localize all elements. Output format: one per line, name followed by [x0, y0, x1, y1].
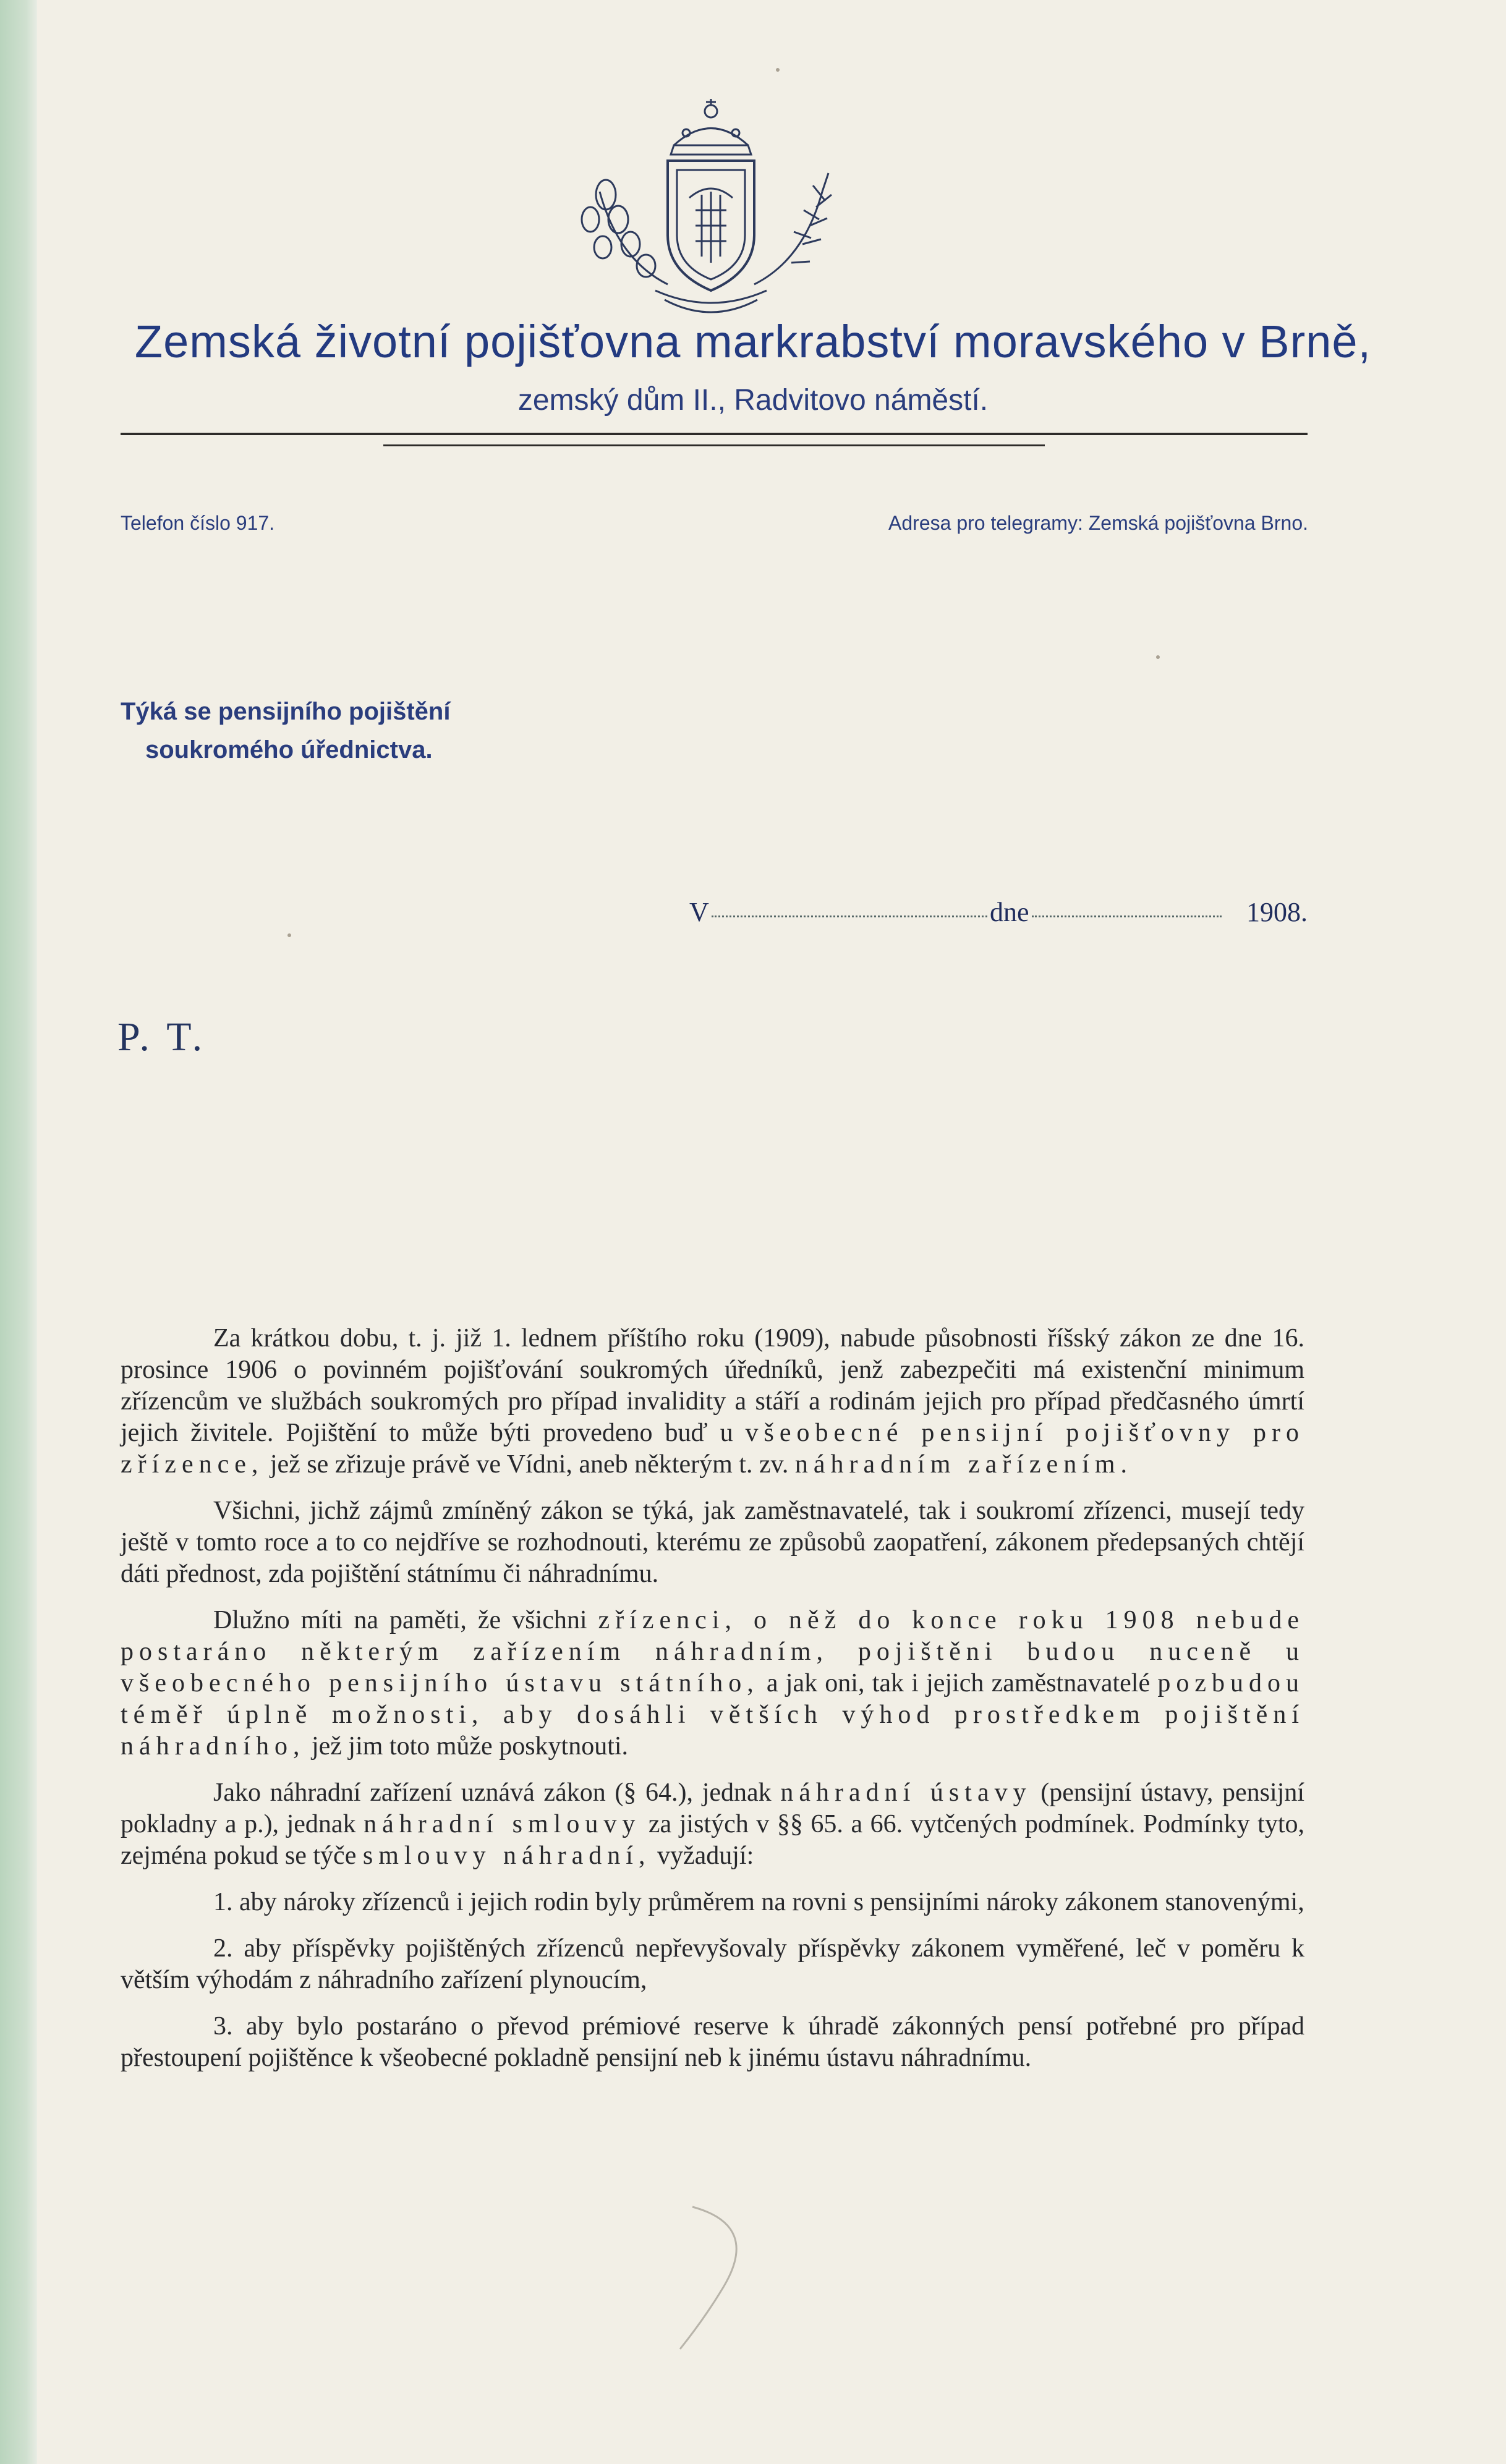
- dateline: [689, 896, 1308, 928]
- body-text-run: vyžadují:: [650, 1842, 754, 1870]
- spaced-emphasis-text: náhradní smlouvy: [364, 1810, 641, 1838]
- body-text-run: Dlužno míti na paměti, že všichni: [213, 1606, 598, 1634]
- institution-name: Zemská životní pojišťovna markrabství moravského v Brně,: [134, 316, 1372, 367]
- letter-body: [121, 1323, 1304, 2089]
- pencil-mark: [668, 2201, 760, 2355]
- body-text-run: Jako náhradní zařízení uznává zákon (§ 64.), jednak: [213, 1778, 781, 1807]
- salutation: P. T.: [117, 1014, 206, 1060]
- body-text-run: Všichni, jichž zájmů zmíněný zákon se týká, jak zaměstnavatelé, tak i soukromí zřízenci, musejí tedy ještě v tomto roce a to co nejdříve se rozhodnouti, kterému ze způsobů zaopatření, zákonem předepsaných chtějí dáti přednost, zda pojištění státnímu či náhradnímu.: [121, 1497, 1304, 1588]
- condition-item-3: 3. aby bylo postaráno o převod prémiové reserve k úhradě zákonných pensí potřebné pro případ přestoupení pojištěnce k všeobecné pokladně pensijní neb k jinému ústavu náhradnímu.: [121, 2012, 1304, 2072]
- paragraph-2: [121, 1495, 1304, 1590]
- condition-item-1: 1. aby nároky zřízenců i jejich rodin byly průměrem na rovni s pensijními nároky zákonem stanovenými,: [213, 1888, 1304, 1916]
- paper-speck: [1156, 655, 1160, 659]
- paper-speck: [287, 933, 291, 937]
- body-text-run: a jak oni, tak i jejich zaměstnavatelé: [759, 1669, 1158, 1697]
- header-rule: [121, 433, 1308, 435]
- subject-block: [121, 692, 450, 769]
- telephone-number: Telefon číslo 917.: [121, 512, 275, 534]
- header-rule-short: [383, 444, 1045, 446]
- spaced-emphasis-text: smlouvy náhradní,: [362, 1842, 651, 1870]
- spaced-emphasis-text: náhradní ústavy: [780, 1778, 1032, 1807]
- page-edge-strip: [0, 0, 37, 2464]
- spaced-emphasis-text: zřízenci, o něž do konce roku 1908 nebude postaráno některým zařízením náhradním, pojištěni budou nuceně u všeobecného pensijního ústavu státního,: [121, 1606, 1304, 1697]
- body-text-run: za jistých v §§ 65. a 66. vytčených podmínek. Podmínky tyto, zejména pokud se týče: [121, 1810, 1305, 1870]
- institution-address: zemský dům II., Radvitovo náměstí.: [517, 384, 989, 417]
- paragraph-4: [121, 1777, 1304, 1872]
- body-text-run: (pensijní ústavy, pensijní pokladny a p.), jednak: [121, 1778, 1305, 1838]
- place-blank: [712, 916, 987, 917]
- year: 1908.: [1246, 897, 1308, 927]
- day-blank: [1032, 916, 1222, 917]
- spaced-emphasis-text: náhradním zařízením.: [794, 1450, 1133, 1479]
- paragraph-1: [121, 1323, 1304, 1481]
- paper-speck: [776, 68, 780, 72]
- day-word: dne: [990, 897, 1029, 927]
- telegram-address: Adresa pro telegramy: Zemská pojišťovna Brno.: [888, 512, 1308, 534]
- spaced-emphasis-text: všeobecné pensijní pojišťovny pro zřízence,: [121, 1419, 1304, 1479]
- condition-item-2: 2. aby příspěvky pojištěných zřízenců nepřevyšovaly příspěvky zákonem vyměřené, leč v poměru k větším výhodám z náhradního zařízení plynoucím,: [121, 1934, 1304, 1994]
- subject-line-2: soukromého úřednictva.: [145, 736, 433, 763]
- body-text-run: jež se zřizuje právě ve Vídni, aneb některým t. zv.: [263, 1450, 795, 1479]
- moravian-coat-of-arms-icon: [544, 87, 878, 334]
- paragraph-3: [121, 1605, 1304, 1762]
- body-text-run: jež jim toto může poskytnouti.: [305, 1732, 629, 1761]
- body-text-run: Za krátkou dobu, t. j. již 1. lednem příštího roku (1909), nabude působnosti říšský zákon ze dne 16. prosince 1906 o povinném pojišťování soukromých úředníků, jenž zabezpečiti má existenční minimum zřízencům ve službách soukromých pro případ invalidity a stáří a rodinám jejich pro případ předčasného úmrtí jejich živitele. Pojištění to může býti provedeno buď u: [121, 1324, 1304, 1447]
- subject-line-1: Týká se pensijního pojištění: [121, 698, 451, 725]
- place-prefix: V: [689, 897, 709, 927]
- spaced-emphasis-text: pozbudou téměř úplně možnosti, aby dosáhli větších výhod prostředkem pojištění náhradního,: [121, 1669, 1304, 1761]
